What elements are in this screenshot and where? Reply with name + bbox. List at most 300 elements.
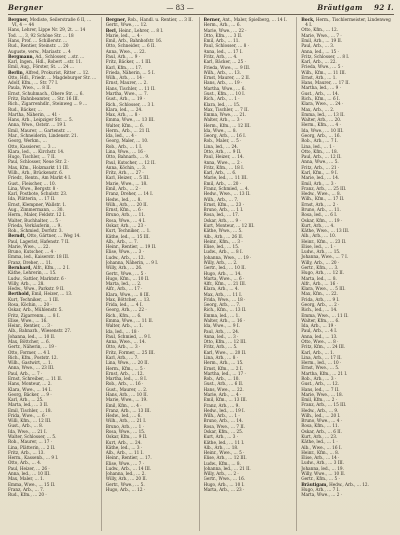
entry-details: Emma, led., … 13 II. (301, 111, 345, 117)
entry-details: Paul, Arb., … 9 · (105, 53, 141, 59)
entry-details: Lina, Wwe., … 20 II. (105, 360, 149, 366)
entry-details: Karl, Arb., … 6. (203, 170, 237, 176)
entry-details: Adolf, Kfm., … Str. 77 I. (8, 80, 59, 86)
entry-details: Marta, led., … 8. (301, 275, 337, 281)
entry-details: Alfr., Arb., … 17 · (105, 286, 143, 292)
entry-details: Elise, Wwe., … 3 · (105, 249, 144, 255)
entry-details: Rosa, led., … 6 I. (301, 212, 338, 218)
entry-details: Hedw., led., … 6. (105, 413, 142, 419)
entry-details: Oskar, Arb., … 6 II. (301, 428, 342, 434)
entry-details: Walter, Arb., … 20. (301, 117, 342, 123)
entry-details: Lina, Wwe., … 16 · (105, 149, 146, 155)
entry-details: Herm., Kfm., … 12 III. (203, 122, 251, 128)
entry-details: Willy, Arb., … 20 II. (105, 476, 147, 482)
entry-details: Gust., Kfm., … 10 I. (203, 90, 246, 96)
entry-details: Wilh., Kfm., … 11 III. (301, 69, 346, 75)
entry-details: Anna, led., … 13. (301, 333, 338, 339)
directory-entry (301, 17, 391, 27)
entry-details: Herm., Arb., … 21 II. (105, 127, 151, 133)
entry-details: Kurt, Techniker, … 1. (105, 228, 151, 234)
entry-details: Rich., Kfm., … 6 I. (301, 96, 340, 102)
entry-details: Walter, Kfm., … 6. (105, 122, 145, 128)
entry-details: Max, Arb., … 11 I. (203, 291, 243, 297)
entry-details: Paul, Arb., … 4 I. (301, 328, 338, 334)
entry-details: Paul, Schlosser, … 8 · (203, 43, 249, 49)
entry-details: Walter, Kfm., … 6. (301, 317, 340, 323)
entry-details: Marie, led., … 4 · (105, 32, 143, 38)
entry-details: Herm., Kfm., … 4 · (301, 122, 341, 128)
entry-details: Klara, led., … 24. (105, 106, 143, 112)
entry-details: Johanna, led., … 19. (301, 465, 344, 471)
entry-details: Karl, Arb., … 22. (301, 59, 337, 65)
entry-details: Herm., Kfm., … 5 · (105, 365, 146, 371)
entry-details: Marie, Arb., … 4 · (203, 391, 242, 397)
entry-details: Ida, Wwe., … 9 I. (203, 323, 240, 329)
entry-details: Marie, led., … 11 III. (203, 175, 248, 181)
entry-details: Otto, Arb., … 3 · (105, 344, 141, 350)
entry-details: Lina, led., … 1 · (301, 143, 335, 149)
header-left-keyword: Bergner (8, 3, 43, 12)
entry-details: Gust., Arb., … 8. (8, 423, 44, 429)
entry-details: Hedw., led., … 8. (105, 196, 142, 202)
entry-details: Rosa, led., … 17. (203, 212, 240, 218)
entry-details: Otto, Bahnarb., … 9. (105, 154, 150, 160)
entry-surname: Berthold, (8, 291, 31, 297)
entry-details: Käthe, led., … 11 I. (203, 439, 245, 445)
entry-details: Johanna, Wwe., … 7 I. (301, 254, 349, 260)
entry-details: Rob., Maurer, … 17 · (8, 439, 53, 445)
directory-entry (106, 487, 196, 492)
entry-details: Heinr., Kfm., … 3 · (203, 238, 243, 244)
entry-details: Otto, Arb., … 9 II. (203, 149, 242, 155)
entry-details: Oskar, Kfm., … 19 · (301, 217, 343, 223)
entry-details: Emil, Aug., Förster, St. … 24 … (8, 64, 75, 70)
entry-details: Emil, Arb., … 3 · (301, 180, 337, 186)
entry-details: Emma, Wwe., … 11 II. (105, 318, 154, 324)
entry-details: Martha, Wwe., … 6. (203, 85, 246, 91)
entry-details: Oskar, Kfm., … 25. (203, 428, 244, 434)
entry-details: Martha, Kfm., … 21 I. (301, 370, 348, 376)
entry-details: Karl, Kfm., … 17. (105, 64, 143, 70)
entry-details: Alfr., Kfm., … 2 I. (33, 265, 70, 271)
entry-details: Hans, Wwe., … 22. (203, 386, 244, 392)
entry-surname: Bock, (301, 17, 315, 22)
entry-details: Hans, Arb., Leipziger Str. … 5. (8, 117, 73, 123)
entry-details: Marta, led., … 3 II. (8, 402, 49, 408)
entry-details: Hedw., Arb., … 9. (301, 407, 339, 413)
entry-details: Kurt, Techniker, … 1 III. (8, 296, 60, 302)
entry-details: Bruno, Arb., … 14. (203, 418, 244, 424)
entry-details: Georg, Arb., … 16 I. (203, 133, 247, 139)
entry-details: Bruno, Arb., … 11. (105, 212, 146, 218)
entry-details: Rob., Arb., … 3 · (301, 375, 337, 381)
entry-details: Otto, Kassierer, … 3 … (8, 143, 57, 149)
entry-details: Wilh., Gastwirt, … 1. (8, 360, 53, 366)
entry-details: Ida, Arb., … 19 · (301, 323, 336, 329)
entry-details: Fritz, Kfm., … 18 I. (203, 164, 245, 170)
entry-details: Lina, Plätterin, … 2 II. (8, 444, 56, 450)
entry-details: Emma, Wwe., … 13 III. (105, 117, 155, 123)
entry-details: Hugo, Arb., … 10 I. (203, 481, 245, 487)
entry-details: Klara, Wwe., … 5 III. (301, 286, 346, 292)
entry-details: Emil, Arb., … 19 II. (301, 37, 343, 43)
entry-details: Ida, Wwe., … 10 III. (301, 127, 344, 133)
entry-details: Frieda, Näherin, … 5 I. (105, 69, 155, 75)
entry-details: Rosa, Kfm., … 11. (301, 423, 340, 429)
entry-surname: Bergner, (105, 17, 127, 22)
entry-details: Emma, Wwe., … 11 II. (301, 312, 349, 318)
directory-entry (8, 492, 98, 497)
entry-details: Gertr., Wwe., … 12. (105, 22, 148, 28)
entry-details: Rud., Kfm., … 20 · (8, 492, 47, 498)
entry-details: Bruno, Arb., … 11. (301, 206, 341, 212)
entry-details: Rich., Kfm., Poststr. 12. (8, 354, 58, 360)
entry-details: Rob., Schmied, Dorfstr. 3. (8, 228, 63, 234)
entry-details: Willi, Kfm., … 12 III. (8, 418, 52, 424)
entry-details: Anna, Wwe., … 14. (105, 339, 146, 345)
entry-details: Hedw., Wwe., … 8. (301, 191, 342, 197)
entry-details: Emil, Arb., Bahnhofstr. 16. (105, 38, 163, 44)
entry-details: Willy, Arb., … 2. (203, 259, 238, 265)
entry-details: Lina, Wwe., Bergstr. 8 · (8, 185, 58, 191)
entry-details: Fritz, Arb., … 5. (203, 344, 238, 350)
entry-details: Willy, Wwe., … 10 II. (301, 471, 346, 476)
entry-details: Emma, Wwe., … 15 II. (8, 481, 56, 487)
entry-details: Ida, led., … 18 · (105, 328, 140, 334)
entry-details: Hans, Maurer, … 17 II. (301, 80, 350, 86)
entry-details: Emma, led., … 1. (203, 312, 240, 318)
entry-details: Bruno, Kutscher, … 4 · (8, 249, 56, 255)
entry-details: Käthe, Wwe., … 5. (203, 228, 243, 234)
entry-details: Ernst, Kfm., … 6 · (105, 207, 144, 213)
entry-details: Elise, Arb., … 14 · (301, 455, 340, 461)
entry-details: Paul, Arb., … 3. (301, 43, 335, 49)
entry-details: Willy, Arb., … 28. (8, 280, 45, 286)
entry-details: Otto, Wwe., … 8 · (301, 338, 339, 344)
entry-details: Anna, Wwe., … 22. (105, 48, 146, 54)
entry-details: Fritz, Kfm., … 24 III. (301, 344, 346, 350)
entry-details: Heinr., Rentier, … 17. (105, 455, 152, 461)
entry-details: Max, Arb., … 2. (301, 106, 335, 112)
entry-details: Max, Tischler, … 7 II. (203, 106, 249, 112)
entry-details: Elise, Arb., … 12 III. (203, 455, 247, 461)
entry-details: Ida, Wwe., … 8. (203, 127, 237, 133)
entry-details: Martha, led., … 9 · (301, 85, 341, 91)
entry-details: Ludw., Arb., … 12. (105, 254, 145, 260)
entry-details: Franz, Arb., … 15 III. (301, 402, 347, 408)
entry-details: Frida, Wwe., … 18 · (203, 296, 246, 302)
entry-details: Ida, Wwe., … 21 I. (8, 428, 48, 434)
entry-details: Gertr., Wwe., … 5. (105, 481, 145, 487)
entry-details: Käthe, Wwe., … 13 III. (301, 228, 350, 234)
entry-details: Oskar, Arb., Mühlenstr. 5. (8, 307, 63, 313)
entry-details: Walter, Arb., … 16 · (203, 318, 245, 324)
entry-details: Ernst, Kfm., … 2 I. (203, 365, 243, 371)
entry-details: Ernst, Schreiber, … 11 II. (8, 375, 63, 381)
entry-details: Martha, Wwe., … 7. (105, 90, 148, 96)
entry-details: Willy, Arb., … 20 · (301, 259, 340, 265)
entry-details: Alb., Bahnarb., Wiesenstr. 27. (8, 328, 72, 334)
entry-details: Wilh., Arb., … 1 · (203, 413, 240, 419)
entry-details: Rob., Arb., … 16 · (105, 381, 144, 387)
entry-details: Max, Arb., … 8 · (105, 112, 141, 118)
entry-details: Alfred, Prokurist, Ritter … 12. (25, 69, 90, 75)
entry-details: Ludw., Sattler, Marktstr. 6 · (8, 275, 67, 281)
entry-details: Ludw., Arb., … 8 I. (203, 249, 243, 255)
entry-details: Rosa, Wwe., … 7 II. (203, 423, 245, 429)
entry-details: Heinr., Wwe., … 5 · (203, 450, 245, 456)
entry-details: Anna, Wwe., … 5. (301, 159, 339, 165)
entry-details: Max, Böttcher, … 13. (105, 296, 151, 302)
entry-details: Karl, Wwe., … 20 II. (203, 349, 247, 355)
entry-details: Bruno, Arb., … 1 · (105, 423, 144, 429)
entry-details: Hugo, Arb., … 7 I. (301, 486, 340, 492)
entry-details: Auguste, verw., Mariastr. … 4 (8, 48, 71, 54)
entry-details: Anna, Wwe., … 2 · (203, 159, 243, 165)
entry-details: Georg, Maler, … 10. (105, 138, 149, 144)
entry-details: Walter, Arb., … 3 · (203, 117, 243, 123)
entry-details: Käthe, led., … 15 III. (105, 233, 150, 239)
entry-details: Elise, Wwe., … 7 · (105, 460, 144, 466)
entry-details: Anna, led., … 3 · (203, 333, 239, 339)
entry-details: Martha, Näherin, … 41 · (8, 111, 60, 117)
header-right-word: Bräutigam (317, 3, 363, 12)
entry-details: Heinr., Lehrer, … 8 I. (118, 27, 164, 33)
entry-details: Hugo, Kfm., … 10 II. (105, 275, 150, 281)
entry-details: Kurt, Monteur, … 12 III. (203, 222, 255, 228)
entry-details: Alb., Arb., … 7. (105, 238, 139, 244)
entry-details: Hedw., Wwe., Parkstr. 9 II. (8, 286, 65, 292)
entry-details: Karl, Arb., … 1. (301, 349, 335, 355)
entry-details: Otto, Hdl., Friedr. … Magdeburger Str. … (8, 74, 97, 80)
entry-details: Frieda, Wwe., … 9 III. (203, 64, 251, 70)
entry-details: Bruno, Arb., … 1 I. (203, 207, 244, 213)
entry-details: Hugo, Arb., … 14. (203, 270, 242, 276)
entry-details: Rud., Bäcker, … (8, 106, 42, 112)
entry-details: Paul, Heizer, … 26 · (8, 465, 50, 471)
entry-details: Otto, Kfm., … 12 III. (203, 339, 247, 345)
entry-details: Georg, Arb., … 22 · (105, 307, 147, 313)
entry-details: Rich., Kfm., … 13 II. (203, 307, 247, 313)
entry-details: Franz, Arb., … 7. (8, 486, 45, 492)
entry-details: Franz, Arb., … 25 III. (301, 185, 347, 191)
entry-surname: Bräutigam, (301, 481, 328, 487)
entry-details: Klara, Wwe., … 8 III. (105, 291, 151, 297)
entry-surname: Berlin, (8, 69, 25, 75)
entry-details: Hugo, Tischler, … 7 II. (8, 154, 56, 160)
entry-details: Heinr., Kfm., … 8. (301, 449, 340, 455)
entry-details: Emil, Arb., … 11. (203, 38, 240, 44)
entry-details: Franz, Schmied, … 4. (203, 186, 250, 191)
entry-details: Hans, Lehrer, Lippe Nr. 29, 2t. … 14 (8, 27, 86, 33)
entry-details: Marie, led., … 14. (301, 175, 340, 181)
entry-details: Karl, Kfm., … 9 I. (301, 169, 339, 175)
entry-details: Elise, Wwe., … 16. (8, 317, 48, 323)
entry-details: Hedw., led., … 19 I. (203, 407, 246, 413)
entry-details: Kurt, Arb., … 3 · (203, 434, 239, 440)
entry-details: Fritz, Former, … 25 III. (105, 349, 155, 355)
entry-details: Hedw., Wwe., … 13 II. (203, 191, 251, 197)
entry-details: Max, Böttcher, … 6. (8, 338, 51, 344)
entry-details: Ida, Plätterin, … 17 II. (8, 196, 56, 202)
entry-details: Lina, Arb., … 17 II. (301, 354, 342, 360)
entry-details: Ludw., Kfm., … 8. (203, 460, 241, 466)
column-2 (106, 17, 200, 531)
entry-details: Paul, Arb., … 12 II. (301, 154, 342, 160)
entry-details: Alb., Arb., … 18. (203, 444, 239, 450)
entry-details: Marta, Arb., … 23 · (203, 487, 245, 493)
entry-details: Gust., Arb., … 19 · (105, 96, 145, 102)
entry-surname: Berndt, (8, 233, 26, 239)
entry-details: Kurt, Arb., … 23. (301, 434, 338, 440)
entry-details: Gertr., Wwe., … 16. (203, 476, 246, 482)
entry-details: Walter, Schlosser, … 5. (8, 434, 57, 440)
entry-details: Kurt, Arb., … 4. (301, 222, 335, 228)
entry-details: Alb., Wwe., … 16 I. (301, 444, 342, 450)
entry-details: Paul, Arb., … 7 · (8, 370, 43, 376)
directory-entry (8, 17, 98, 27)
entry-details: Gertr., led., … 10 II. (203, 265, 246, 271)
entry-details: Paul, Lagerist, Hafenstr. 7 II. (8, 238, 70, 244)
entry-details: Max, Maler, … 1. (8, 476, 45, 482)
entry-details: Otto, Kfm., … 12. (301, 27, 339, 33)
entry-details: Marie, Wwe., … 18. (301, 391, 344, 397)
entry-details: Mar., Schneiderin, Lindenstr. 21. (8, 133, 78, 138)
entry-details: Paul, Heizer, … 14. (203, 154, 244, 160)
entry-details: Emma, Wwe., … 21. (203, 112, 247, 118)
entry-details: Rosa, Wwe., … 15. (105, 428, 146, 434)
entry-details: Marta, Wwe., … 2 · (301, 492, 343, 498)
entry-details: Käthe, Lehrerin, … 15. (8, 270, 57, 276)
entry-details: Ida, led., … 4 · (105, 133, 137, 139)
entry-surname: Berner, (203, 17, 221, 22)
entry-details: Oskar, Arb., … 23 · (105, 222, 146, 228)
entry-details: Ernst, Maurer, … 2 II. (203, 75, 251, 81)
entry-details: Marie, Wwe., … 18. (105, 180, 148, 186)
entry-details: Max, Kfm., Holzmarkt 11 III. (8, 164, 70, 170)
entry-details: Emil, Tischler, … 18. (8, 407, 52, 413)
entry-details: Klara, Arb., … 4. (203, 286, 239, 292)
entry-details: Ernst, Kfm., … 23 · (203, 201, 244, 207)
entry-details: Herm., Kassenb., … 9 I. (8, 455, 59, 461)
entry-details: Rich., Arb., … 1 · (203, 96, 240, 102)
entry-details: Ernst, Arb., … 2 · (301, 201, 339, 207)
entry-details: Herm., Tischlermeister, Lindenweg 4 I. (305, 17, 391, 28)
entry-details: Paul, Arb., … 24. (203, 328, 240, 334)
entry-details: Käthe, led., … 1 · (301, 439, 338, 445)
entry-details: Frida, Arb., … 9 I. (301, 296, 340, 302)
entry-details: Anna, led., … 10 III. (8, 471, 51, 476)
entry-details: Emil, Arb., … 20 · (203, 180, 242, 186)
page-number: — 83 — (166, 4, 194, 12)
entry-details: Wilh., Kfm., … 17 II. (301, 196, 345, 202)
entry-details: Wilh., Arb., … 7. (203, 196, 239, 202)
entry-details: Rosa, Wwe., … 4 I. (105, 217, 146, 223)
entry-details: Modiste, Seilerstraße 6 II, … VI, 4 ··· 44 (12, 17, 92, 28)
entry-details: Ernst, Arb., … 12. (105, 370, 144, 376)
entry-details: Frida, led., … 4 I. (105, 302, 143, 308)
entry-details: Gust., Arb., … 12. (301, 381, 339, 387)
entry-details: Elise, led., … 15. (203, 244, 240, 250)
entry-details: Georg, Arb., … 7. (203, 302, 241, 308)
entry-details: Ludw., Arb., … 14 III. (105, 465, 152, 471)
entry-details: Emil, Kfm., … 2 · (301, 397, 338, 403)
entry-details: Lina, led., … 24. (203, 143, 239, 149)
entry-details: Heinr., Rentier, … 3 · (8, 323, 53, 329)
entry-details: Rob., Arb., … 7 I. (301, 138, 338, 144)
entry-details: Klara, led., … Kirchstr. 14. (8, 148, 65, 154)
entry-details: Georg, Werkm., … (8, 138, 47, 144)
entry-details: Paul, Kutscher, … 12 II. (105, 159, 156, 165)
entry-details: Otto, Kfm., … 18. (301, 148, 339, 154)
entry-details: Hans, Arb., … 10 II. (105, 391, 148, 397)
entry-details: Wilh., Arb., … 20 II. (105, 201, 148, 207)
column-1 (8, 17, 102, 531)
entry-details: Friedr., Rentn., Am Markt 4 I. (8, 175, 72, 181)
entry-details: Herm., led., … 10 · (301, 360, 342, 366)
entry-details: Wilh., Arb., … 21 I. (105, 418, 147, 424)
entry-details: Paul, Schmied, … 9 I. (105, 333, 152, 339)
entry-details: Gust., Arb., … 6 II. (203, 381, 244, 387)
entry-details: Hans, led., … 7 II. (301, 386, 340, 392)
entry-details: Georg, Arb., … 2 · (301, 302, 340, 307)
entry-details: Wilh., Arb., Brückenstr. 6. (8, 169, 64, 175)
header-right-keyword (317, 3, 394, 12)
entry-details: Franz, Dreher, … 14 I. (105, 191, 154, 197)
entry-details: Otto, Schneider, … 6 II. (105, 43, 156, 49)
entry-details: Hugo, Arb., … 12 · (105, 487, 146, 493)
entry-details: Marie, Wwe., … 22 · (203, 27, 247, 33)
directory-columns (8, 17, 394, 531)
entry-details: Rob., Maler, … 5 · (203, 138, 242, 144)
entry-details: Marta, led., … 2. (105, 281, 142, 287)
entry-details: Walter, Arb., … 1. (105, 323, 144, 329)
entry-details: Karl, Bäcker, … 25 · (203, 59, 246, 65)
entry-details: Otto, Gärtner, … Weg 14. (27, 233, 81, 239)
entry-details: Karl, Postbote, Schulstr. 23. (8, 191, 68, 197)
entry-details: Anna, led., … 15 · (301, 48, 339, 54)
entry-details: Marie, Wwe., … 19. (105, 397, 148, 403)
entry-details: Fritz, Arb., … 4. (203, 53, 238, 59)
entry-details: Gertr., Näherin, … 19 · (8, 344, 57, 350)
entry-details: Franz, Arb., … 9. (203, 402, 240, 408)
entry-details: Paula, Wwe., … 8 II. (8, 85, 51, 91)
entry-details: Hans, Arb., … 19 · (203, 80, 243, 86)
entry-details: Gust., Fleischer, … 10. (8, 180, 56, 186)
entry-details: Alb., Arb., … 10. (301, 233, 337, 239)
entry-details: Oskar, Arb., … 9 · (203, 217, 241, 223)
entry-details: Alfr., Arb., … 16 · (301, 280, 338, 286)
entry-details: Rob., Arb., … 10. (203, 376, 240, 382)
entry-details: Elise, led., … 1 · (301, 243, 336, 249)
entry-details: Ludw., Arb., … 3 III. (301, 460, 344, 466)
page-header (8, 3, 394, 15)
entry-details: Karl, Ingen., Hdl., Robert …str. 11. (8, 59, 83, 65)
entry-details: Emil, Kfm., … 4 · (105, 402, 142, 408)
entry-details: Ant., Maler, Spielberg, … 14 I. (222, 17, 287, 22)
entry-details: Georg, Arb., … 16. (301, 133, 341, 138)
entry-details: Fritz, Arb., … 27 · (105, 170, 144, 176)
entry-details: Marie, Wwe., … 22. (8, 243, 50, 249)
entry-details: Fritz, Bäcker, … 1 III. (105, 59, 152, 65)
entry-details: Johanna, Wwe., … 19 · (203, 254, 252, 260)
entry-surname: Bergner, (8, 17, 29, 22)
entry-details: Paul, Schlosser, Neue Str. 2 · (8, 159, 70, 165)
entry-details: Hans, Tischler, … 11 II. (105, 85, 156, 91)
entry-details: Ernst, Schuhmach., Obere Str. … 6. (8, 90, 84, 96)
directory-entry (301, 492, 391, 497)
entry-details: Tod. …, 3, 92 Schöne Str. … 18 (8, 32, 74, 38)
